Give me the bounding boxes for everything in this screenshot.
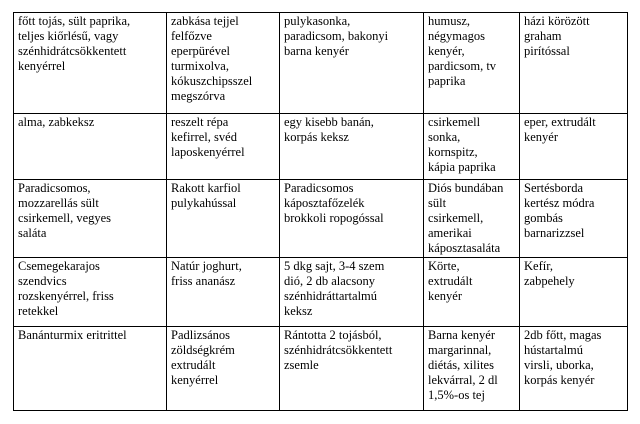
table-cell: csirkemell sonka, kornspitz, kápia paprika bbox=[424, 114, 520, 180]
table-cell: házi körözött graham pirítóssal bbox=[520, 13, 628, 114]
table-row bbox=[14, 327, 628, 411]
table-row bbox=[14, 180, 628, 258]
table-cell: Diós bundában sült csirkemell, amerikai káposztasaláta bbox=[424, 180, 520, 258]
table-cell: 5 dkg sajt, 3-4 szem dió, 2 db alacsony szénhidráttartalmú keksz bbox=[280, 258, 424, 327]
table-cell: Paradicsomos, mozzarellás sült csirkemell, vegyes saláta bbox=[14, 180, 167, 258]
table-cell: Barna kenyér margarinnal, diétás, xilites lekvárral, 2 dl 1,5%-os tej bbox=[424, 327, 520, 411]
table-cell: Kefír, zabpehely bbox=[520, 258, 628, 327]
table-cell: Paradicsomos káposztafőzelék brokkoli ropogóssal bbox=[280, 180, 424, 258]
table-cell: humusz, négymagos kenyér, pardicsom, tv paprika bbox=[424, 13, 520, 114]
table-cell: 2db főtt, magas hústartalmú virsli, uborka, korpás kenyér bbox=[520, 327, 628, 411]
table-cell: egy kisebb banán, korpás keksz bbox=[280, 114, 424, 180]
table-cell: Rakott karfiol pulykahússal bbox=[167, 180, 280, 258]
table-cell: alma, zabkeksz bbox=[14, 114, 167, 180]
table-cell: pulykasonka, paradicsom, bakonyi barna kenyér bbox=[280, 13, 424, 114]
table-cell: Rántotta 2 tojásból, szénhidrátcsökkentett zsemle bbox=[280, 327, 424, 411]
table-cell: Sertésborda kertész módra gombás barnarizzsel bbox=[520, 180, 628, 258]
table-cell: Banánturmix eritrittel bbox=[14, 327, 167, 411]
table-cell: Natúr joghurt, friss ananász bbox=[167, 258, 280, 327]
table-cell: Körte, extrudált kenyér bbox=[424, 258, 520, 327]
table-cell: reszelt répa kefirrel, svéd laposkenyérrel bbox=[167, 114, 280, 180]
table-row bbox=[14, 13, 628, 114]
table-cell: főtt tojás, sült paprika, teljes kiőrlésű, vagy szénhidrátcsökkentett kenyérrel bbox=[14, 13, 167, 114]
table-cell: eper, extrudált kenyér bbox=[520, 114, 628, 180]
table-cell: Csemegekarajos szendvics rozskenyérrel, friss retekkel bbox=[14, 258, 167, 327]
table-cell: zabkása tejjel felfőzve eperpürével turmixolva, kókuszchipsszel megszórva bbox=[167, 13, 280, 114]
table-row bbox=[14, 114, 628, 180]
table-cell: Padlizsános zöldségkrém extrudált kenyérrel bbox=[167, 327, 280, 411]
meal-plan-table bbox=[13, 12, 628, 411]
table-row bbox=[14, 258, 628, 327]
